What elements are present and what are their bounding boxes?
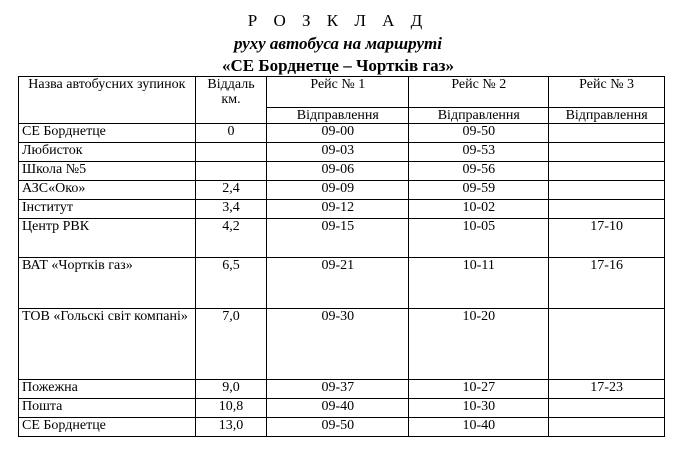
- header-stop-name: Назва автобусних зупинок: [19, 77, 196, 124]
- table-row: [19, 124, 665, 143]
- trip-3-time: 17-10: [549, 219, 665, 258]
- header-trip-3: Рейс № 3: [549, 77, 665, 108]
- stop-name: Любисток: [19, 143, 196, 162]
- trip-1-time: 09-21: [267, 258, 409, 309]
- trip-2-time: 10-05: [409, 219, 549, 258]
- trip-1-time: 09-30: [267, 309, 409, 380]
- stop-distance: 2,4: [195, 181, 267, 200]
- trip-3-time: 17-23: [549, 380, 665, 399]
- trip-1-time: 09-03: [267, 143, 409, 162]
- stop-name: ВАТ «Чортків газ»: [19, 258, 196, 309]
- trip-2-time: 09-56: [409, 162, 549, 181]
- trip-2-time: 09-53: [409, 143, 549, 162]
- header-departure-1: Відправлення: [267, 108, 409, 124]
- stop-name: АЗС«Око»: [19, 181, 196, 200]
- stop-distance: 0: [195, 124, 267, 143]
- stop-distance: 3,4: [195, 200, 267, 219]
- trip-3-time: [549, 200, 665, 219]
- trip-1-time: 09-50: [267, 418, 409, 437]
- trip-3-time: [549, 418, 665, 437]
- trip-3-time: [549, 162, 665, 181]
- trip-3-time: [549, 309, 665, 380]
- header-row: [19, 77, 665, 108]
- header-trip-2: Рейс № 2: [409, 77, 549, 108]
- table-row: [19, 219, 665, 258]
- trip-1-time: 09-09: [267, 181, 409, 200]
- table-row: [19, 258, 665, 309]
- trip-1-time: 09-12: [267, 200, 409, 219]
- table-row: [19, 200, 665, 219]
- trip-2-time: 09-59: [409, 181, 549, 200]
- stop-distance: [195, 162, 267, 181]
- table-row: [19, 418, 665, 437]
- trip-3-time: [549, 124, 665, 143]
- stop-name: Пошта: [19, 399, 196, 418]
- stop-distance: 6,5: [195, 258, 267, 309]
- stop-name: ТОВ «Гольскі світ компані»: [19, 309, 196, 380]
- trip-2-time: 10-27: [409, 380, 549, 399]
- stop-distance: 9,0: [195, 380, 267, 399]
- table-row: [19, 143, 665, 162]
- subtitle-bus-route: руху автобуса на маршруті: [234, 34, 442, 53]
- stop-name: Інститут: [19, 200, 196, 219]
- stop-distance: 10,8: [195, 399, 267, 418]
- trip-1-time: 09-15: [267, 219, 409, 258]
- trip-1-time: 09-40: [267, 399, 409, 418]
- route-name: «СЕ Борднетце – Чортків газ»: [221, 56, 455, 75]
- trip-1-time: 09-00: [267, 124, 409, 143]
- trip-2-time: 09-50: [409, 124, 549, 143]
- stop-name: СЕ Борднетце: [19, 124, 196, 143]
- trip-3-time: 17-16: [549, 258, 665, 309]
- trip-2-time: 10-40: [409, 418, 549, 437]
- title-schedule: Р О З К Л А Д: [247, 11, 429, 30]
- header-departure-2: Відправлення: [409, 108, 549, 124]
- header-trip-1: Рейс № 1: [267, 77, 409, 108]
- header-distance: Віддаль км.: [195, 77, 267, 124]
- stop-distance: 4,2: [195, 219, 267, 258]
- table-row: [19, 309, 665, 380]
- table-row: [19, 380, 665, 399]
- schedule-table: [18, 76, 665, 437]
- trip-1-time: 09-06: [267, 162, 409, 181]
- stop-distance: [195, 143, 267, 162]
- trip-2-time: 10-11: [409, 258, 549, 309]
- trip-3-time: [549, 143, 665, 162]
- trip-2-time: 10-02: [409, 200, 549, 219]
- stop-distance: 13,0: [195, 418, 267, 437]
- trip-2-time: 10-20: [409, 309, 549, 380]
- header-departure-3: Відправлення: [549, 108, 665, 124]
- stop-name: Центр РВК: [19, 219, 196, 258]
- trip-1-time: 09-37: [267, 380, 409, 399]
- trip-3-time: [549, 181, 665, 200]
- trip-3-time: [549, 399, 665, 418]
- trip-2-time: 10-30: [409, 399, 549, 418]
- stop-distance: 7,0: [195, 309, 267, 380]
- table-row: [19, 399, 665, 418]
- stop-name: СЕ Борднетце: [19, 418, 196, 437]
- stop-name: Школа №5: [19, 162, 196, 181]
- stop-name: Пожежна: [19, 380, 196, 399]
- table-row: [19, 162, 665, 181]
- table-row: [19, 181, 665, 200]
